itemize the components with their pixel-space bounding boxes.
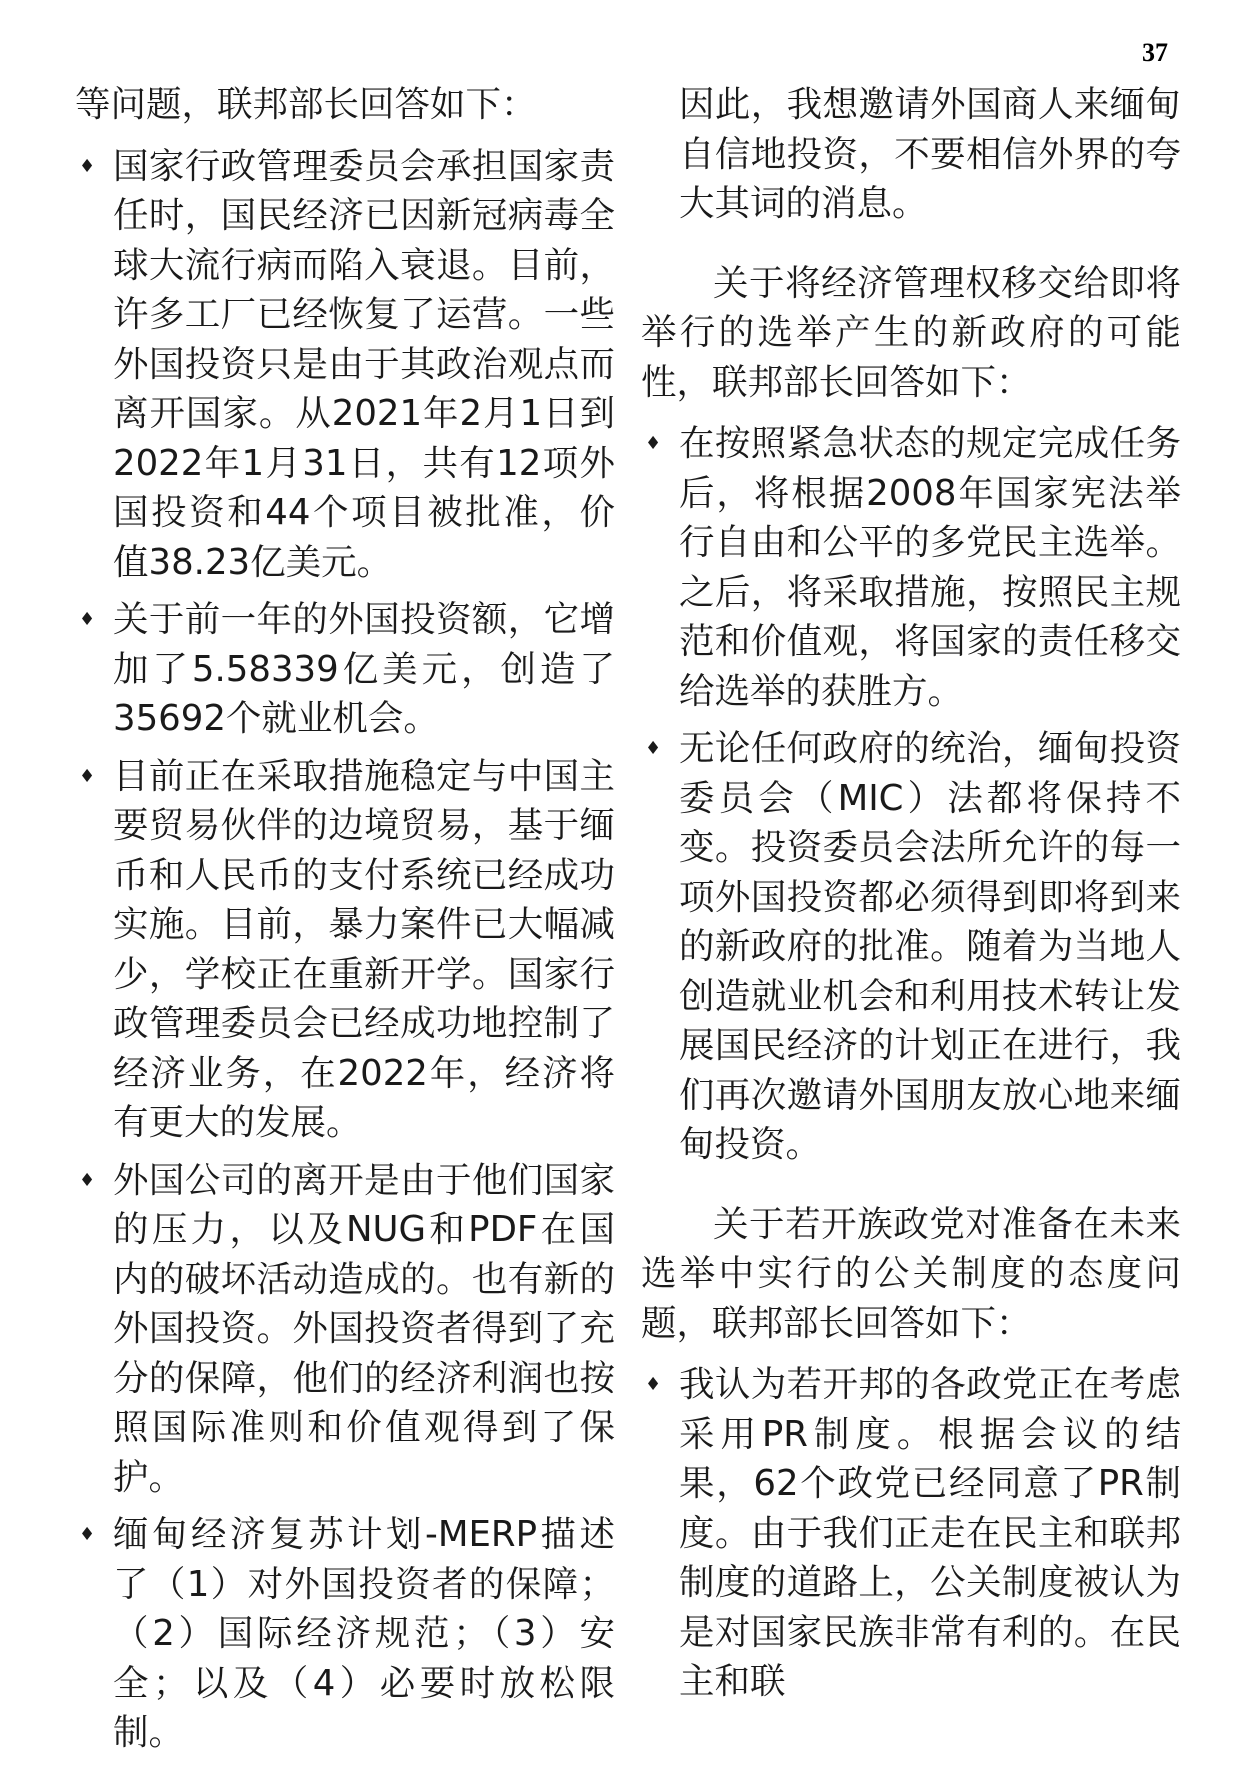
list-item — [75, 142, 615, 588]
list-item — [641, 1360, 1181, 1707]
question-paragraph: 关于若开族政党对准备在未来选举中实行的公关制度的态度问题，联邦部长回答如下： — [641, 1203, 1181, 1344]
list-item-text: 外国公司的离开是由于他们国家的压力，以及NUG和PDF在国内的破坏活动造成的。也有新的外国投资。外国投资者得到了充分的保障，他们的经济利润也按照国际准则和价值观得到了保护。 — [113, 1159, 615, 1498]
bullet-icon: ♦ — [645, 738, 662, 759]
list-item-text: 关于前一年的外国投资额，它增加了5.58339亿美元，创造了35692个就业机会。 — [113, 599, 615, 739]
bullet-icon: ♦ — [645, 1374, 662, 1395]
page-number: 37 — [1142, 38, 1168, 67]
right-bullet-list-2 — [641, 1360, 1181, 1707]
bullet-icon: ♦ — [79, 609, 96, 630]
list-item — [75, 1510, 615, 1758]
bullet-icon: ♦ — [79, 765, 96, 787]
left-intro: 等问题，联邦部长回答如下： — [75, 84, 537, 125]
left-column — [75, 80, 615, 1766]
left-bullet-list — [75, 142, 615, 1758]
continued-bullet-text: 因此，我想邀请外国商人来缅甸自信地投资，不要相信外界的夸大其词的消息。 — [679, 84, 1181, 224]
list-item-text: 国家行政管理委员会承担国家责任时，国民经济已因新冠病毒全球大流行病而陷入衰退。目前，许多工厂已经恢复了运营。一些外国投资只是由于其政治观点而离开国家。从2021年2月1日到2022年1月31日，共有12项外国投资和44个项目被批准，价值38.23亿美元。 — [113, 145, 615, 583]
bullet-icon: ♦ — [79, 1169, 96, 1191]
list-item-text: 缅甸经济复苏计划-MERP描述了（1）对外国投资者的保障；（2）国际经济规范；（3）安全；以及（4）必要时放松限制。 — [113, 1514, 615, 1753]
question-paragraph: 关于将经济管理权移交给即将举行的选举产生的新政府的可能性，联邦部长回答如下： — [641, 262, 1181, 403]
right-bullet-list-1 — [641, 419, 1181, 1170]
bullet-icon: ♦ — [79, 155, 96, 177]
bullet-icon: ♦ — [645, 433, 662, 454]
list-item — [75, 595, 615, 744]
right-column — [641, 80, 1181, 1715]
list-item-text: 我认为若开邦的各政党正在考虑采用PR制度。根据会议的结果，62个政党已经同意了PR制度。由于我们正走在民主和联邦制度的道路上，公关制度被认为是对国家民族非常有利的。在民主和联 — [679, 1364, 1181, 1702]
list-item — [641, 419, 1181, 716]
list-item — [641, 724, 1181, 1170]
list-item-text: 无论任何政府的统治，缅甸投资委员会（MIC）法都将保持不变。投资委员会法所允许的每一项外国投资都必须得到即将到来的新政府的批准。随着为当地人创造就业机会和利用技术转让发展国民经济的计划正在进行，我们再次邀请外国朋友放心地来缅甸投资。 — [679, 728, 1181, 1165]
list-item — [75, 1156, 615, 1503]
list-item-text: 在按照紧急状态的规定完成任务后，将根据2008年国家宪法举行自由和公平的多党民主选举。之后，将采取措施，按照民主规范和价值观，将国家的责任移交给选举的获胜方。 — [679, 423, 1181, 712]
list-item — [75, 752, 615, 1148]
list-item-text: 目前正在采取措施稳定与中国主要贸易伙伴的边境贸易，基于缅币和人民币的支付系统已经成功实施。目前，暴力案件已大幅减少，学校正在重新开学。国家行政管理委员会已经成功地控制了经济业务，在2022年，经济将有更大的发展。 — [113, 755, 615, 1143]
bullet-icon: ♦ — [79, 1524, 96, 1545]
